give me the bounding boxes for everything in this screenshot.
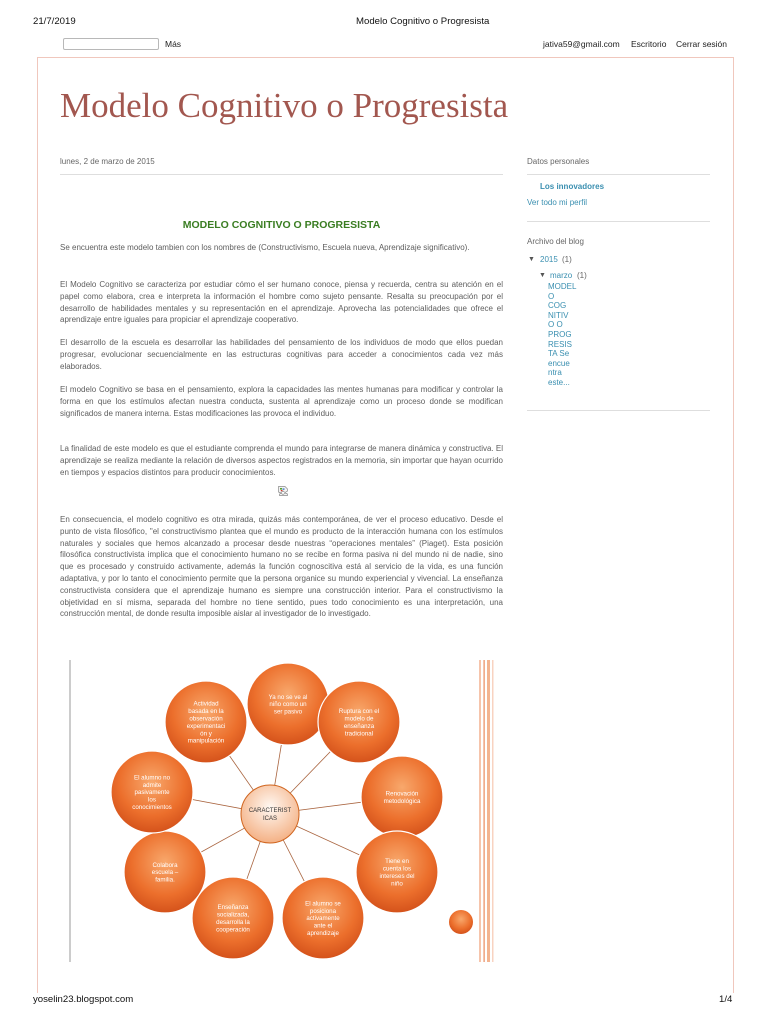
node-label-line: niño — [391, 880, 403, 888]
profile-name-link[interactable]: Los innovadores — [540, 182, 605, 191]
node-label-line: Ya no se ve al — [268, 693, 308, 701]
center-label-line: ICAS — [262, 816, 278, 822]
post-heading: MODELO COGNITIVO O PROGRESISTA — [182, 219, 381, 231]
user-email-link[interactable]: jativa59@gmail.com — [543, 39, 620, 49]
archive-post-line[interactable]: RESIS — [548, 339, 573, 349]
archive-post-line[interactable]: ntra — [548, 368, 562, 378]
post-paragraph: Se encuentra este modelo tambien con los nombres de (Constructivismo, Escuela nueva, Aprendizaje significativo). — [60, 243, 470, 252]
widget-divider — [527, 221, 710, 222]
archive-month-link[interactable]: marzo — [550, 271, 573, 280]
center-node — [241, 785, 299, 843]
date-divider — [60, 174, 503, 175]
post-date: lunes, 2 de marzo de 2015 — [60, 157, 155, 166]
node-label-line: modelo de — [344, 715, 374, 723]
center-circle — [241, 785, 299, 843]
diagram-node — [165, 681, 247, 763]
node-label-line: cooperación — [216, 926, 250, 934]
node-label-line: ón y — [200, 730, 212, 738]
decorative-stripe — [487, 660, 490, 962]
diagram-node — [247, 663, 329, 745]
diagram-node — [356, 831, 438, 913]
triangle-down-icon[interactable]: ▼ — [528, 256, 535, 263]
node-label-line: conocimientos — [132, 804, 172, 811]
node-label-line: pasivamente — [134, 789, 170, 797]
archive-post-line[interactable]: TA Se — [548, 349, 570, 359]
broken-image-icon — [277, 484, 289, 496]
post-paragraph: El Modelo Cognitivo se caracteriza por estudiar cómo el ser humano conoce, piensa y recuerda, centra su atención en el papel como elabora, crea e interpreta la información el hombre como sujeto pensante. Resalta su preocupación por el desarrollo de habilidades mentales y su representación en el aprendizaje. Aprovecha las potencialidades que ofrece el aprendizaje entre iguales para propiciar el aprendizaje cooperativo. — [60, 280, 503, 325]
node-label-line: Enseñanza — [217, 904, 249, 912]
diagram-node — [192, 877, 274, 959]
node-label-line: metodológica — [383, 797, 421, 805]
archive-post-line[interactable]: PROG — [548, 329, 572, 339]
archive-post-link[interactable] — [548, 282, 582, 388]
view-profile-link[interactable]: Ver todo mi perfil — [527, 198, 588, 207]
post-paragraph: En consecuencia, el modelo cognitivo es otra mirada, quizás más contemporánea, de ver el proceso educativo. Desde el punto de vista filosófico, "el constructivismo plantea que el mundo es producto de la interacción humana con los estímulos naturales y sociales que hemos alcanzado a procesar desde nuestras “operaciones mentales” (Piaget). Esta posición filosófica constructivista implica que el conocimiento humano no se recibe en forma pasiva ni del mundo ni de nadie, sino que es procesado y construido activamente, además la función cognoscitiva está al servicio de la vida, es una función adaptativa, y por lo tanto el conocimiento permite que la persona organice su mundo experiencial y vivencial. La enseñanza constructivista considera que el aprendizaje humano es siempre una construcción interior. Para el constructivismo la objetividad en sí misma, separada del hombre no tiene sentido, pues todo conocimiento es una interpretación, una construcción mental, de donde resulta imposible aislar al investigador de lo investigado. — [60, 515, 503, 619]
node-label-line: desarrolla la — [216, 918, 250, 926]
node-label-line: ante el — [313, 922, 333, 930]
node-label-line: Actividad — [193, 700, 219, 708]
node-label-line: Ruptura con el — [338, 708, 380, 716]
archive-year-count: (1) — [562, 255, 572, 264]
decorative-dot — [449, 910, 473, 934]
center-label-line: CARACTERIST — [248, 808, 292, 814]
diagram-node — [124, 831, 206, 913]
node-label-line: Renovación — [385, 790, 419, 798]
diagram-node — [282, 877, 364, 959]
node-label-line: experimentaci — [186, 722, 226, 730]
post-paragraph: La finalidad de este modelo es que el estudiante comprenda el mundo para integrarse de manera dinámica y constructiva. El aprendizaje se realiza mediante la relación de diversos aspectos registrados en la memoria, sin importar que hayan ocurrido en tiempos y espacios distintos para producir conocimientos. — [60, 444, 503, 477]
node-label-line: posiciona — [309, 907, 337, 915]
diagram-node — [361, 756, 443, 838]
archive-post-line[interactable]: este... — [548, 377, 570, 387]
node-label-line: observación — [189, 715, 223, 723]
archive-year-link[interactable]: 2015 — [540, 255, 558, 264]
node-label-line: activamente — [306, 915, 340, 923]
more-button[interactable]: Más — [165, 39, 182, 49]
node-label-line: los — [148, 796, 156, 804]
archive-post-line[interactable]: encue — [548, 358, 570, 368]
print-page-number: 1/4 — [719, 994, 733, 1005]
node-label-line: escuela – — [151, 869, 179, 877]
archive-post-line[interactable]: MODEL — [548, 282, 577, 291]
node-label-line: Tiene en — [385, 858, 409, 866]
node-label-line: basada en la — [188, 708, 224, 716]
node-label-line: Colabora — [152, 861, 178, 869]
decorative-stripe — [492, 660, 494, 962]
node-label-line: El alumno se — [305, 900, 341, 908]
node-label-line: enseñanza — [343, 722, 375, 730]
characteristics-diagram-image — [67, 660, 495, 962]
decorative-stripe — [479, 660, 481, 962]
print-page-title: Modelo Cognitivo o Progresista — [356, 16, 490, 27]
archive-post-line[interactable]: NITIV — [548, 310, 569, 320]
decorative-stripe — [484, 660, 485, 962]
dashboard-link[interactable]: Escritorio — [631, 39, 667, 49]
blog-title[interactable]: Modelo Cognitivo o Progresista — [60, 86, 509, 125]
archive-post-line[interactable]: COG — [548, 301, 567, 311]
node-label-line: admite — [142, 781, 162, 789]
node-label-line: aprendizaje — [307, 930, 339, 937]
profile-widget-heading: Datos personales — [527, 157, 590, 166]
post-paragraph: El modelo Cognitivo se basa en el pensamiento, explora la capacidades las mentes humanas para modificar y controlar la forma en que los estímulos afectan nuestra conducta, sustenta al aprendizaje como un proceso donde se modifican significados de manera interna. Estas modificaciones las provoca el individuo. — [60, 385, 503, 418]
print-date: 21/7/2019 — [33, 16, 76, 27]
node-label-line: tradicional — [344, 730, 374, 738]
archive-post-line[interactable]: O — [548, 291, 555, 301]
archive-month-count: (1) — [577, 271, 587, 280]
node-label-line: niño como un — [269, 701, 307, 709]
diagram-node — [111, 751, 193, 833]
node-label-line: cuenta los — [382, 865, 412, 873]
archive-post-line[interactable]: O O — [548, 320, 563, 330]
node-label-line: intereses del — [379, 872, 415, 880]
print-footer-url: yoselin23.blogspot.com — [33, 994, 134, 1005]
post-paragraph: El desarrollo de la escuela es desarrollar las habilidades del pensamiento de los individuos de modo que ellos puedan progresar, evolucionar secuencialmente en las estructuras cognitivas para acceder a conocimientos cada vez más elaborados. — [60, 338, 503, 371]
diagram-node — [318, 681, 400, 763]
node-label-line: ser pasivo — [273, 708, 303, 716]
node-label-line: socializada, — [216, 911, 250, 919]
node-label-line: El alumno no — [133, 774, 171, 782]
triangle-down-icon[interactable]: ▼ — [539, 272, 546, 279]
sign-out-link[interactable]: Cerrar sesión — [676, 39, 728, 49]
widget-divider — [527, 410, 710, 411]
widget-divider — [527, 174, 710, 175]
node-label-line: familia. — [155, 876, 175, 884]
archive-widget-heading: Archivo del blog — [527, 237, 584, 246]
search-input[interactable] — [63, 38, 159, 50]
node-label-line: manipulación — [187, 737, 225, 745]
